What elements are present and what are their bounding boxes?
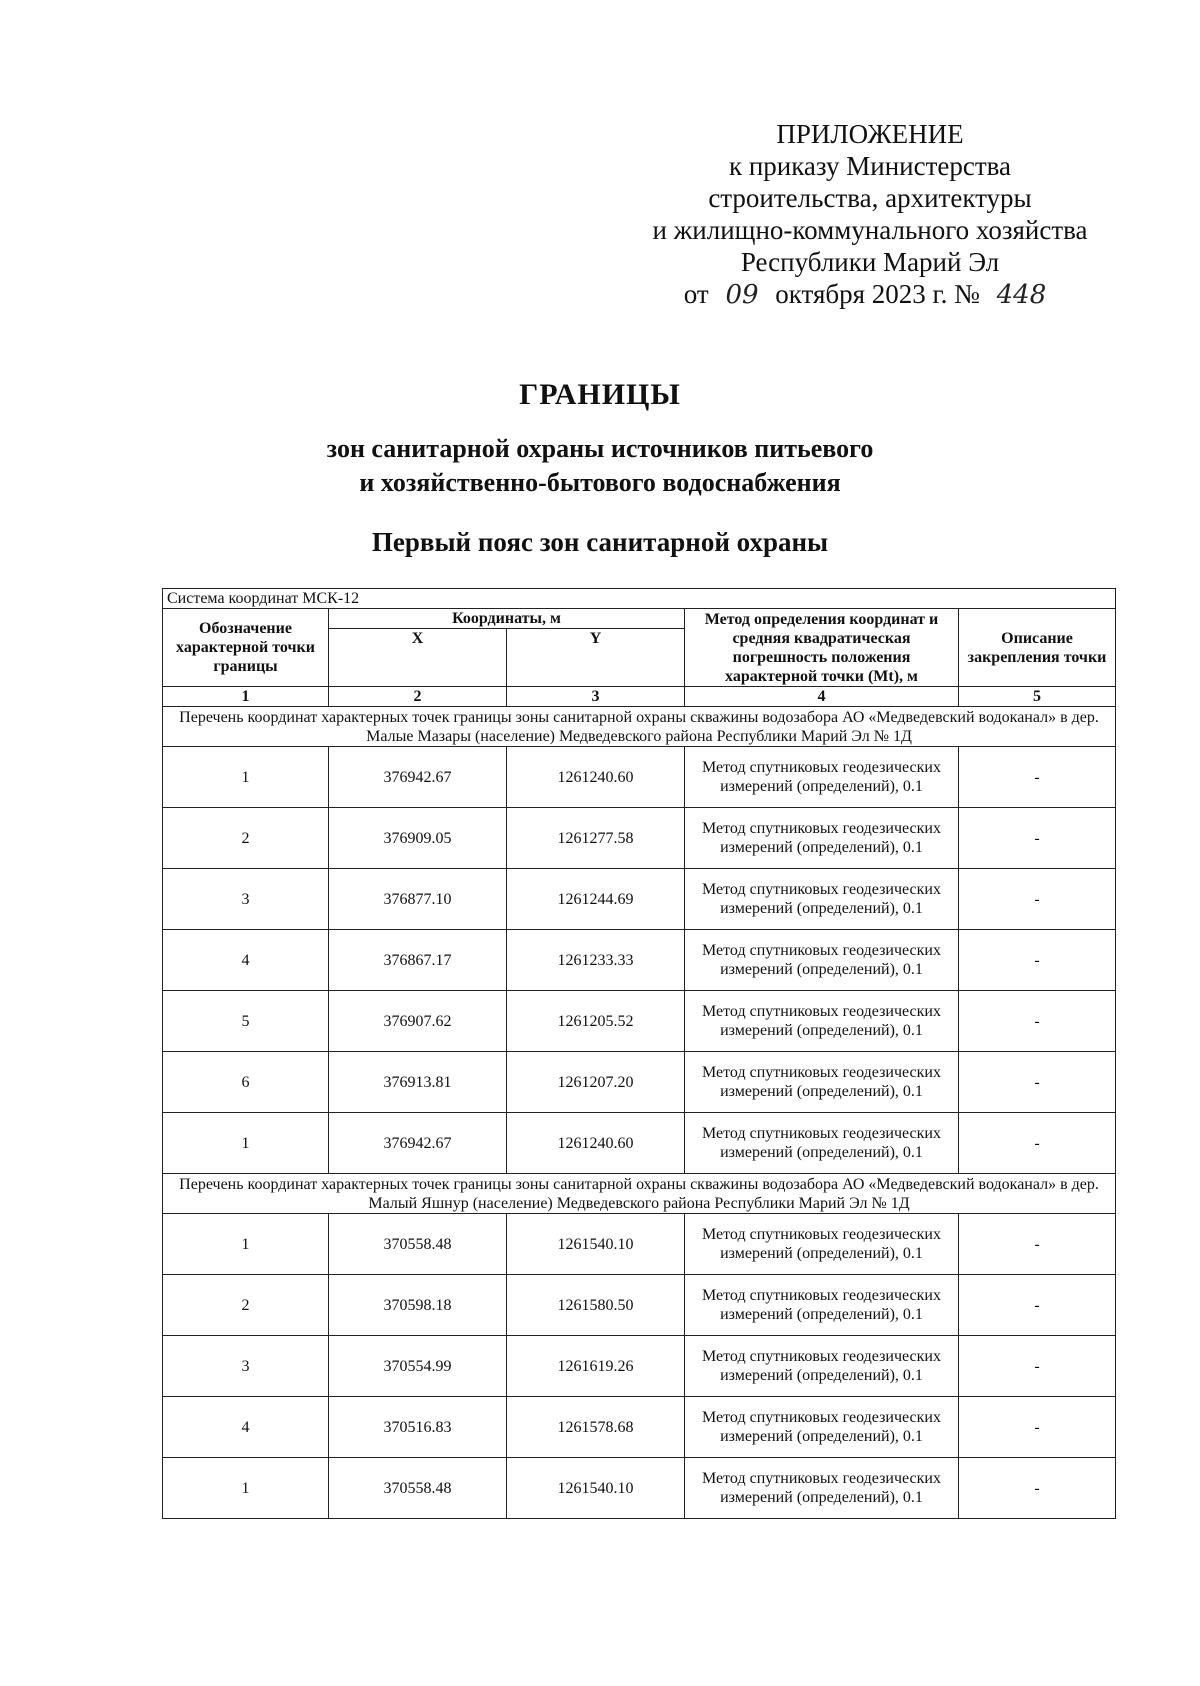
description-cell: -: [959, 1214, 1116, 1275]
y-coordinate-cell: 1261240.60: [507, 1113, 685, 1174]
x-coordinate-cell: 376942.67: [329, 1113, 507, 1174]
point-id-cell: 2: [163, 808, 329, 869]
appendix-line: Республики Марий Эл: [740, 247, 1000, 277]
header-point: Обозначение характерной точки границы: [163, 609, 329, 687]
x-coordinate-cell: 370558.48: [329, 1214, 507, 1275]
appendix-heading: ПРИЛОЖЕНИЕ: [776, 119, 964, 149]
point-id-cell: 4: [163, 1397, 329, 1458]
table-row: [163, 1458, 1116, 1519]
method-cell: Метод спутниковых геодезических измерений (определений), 0.1: [685, 1113, 959, 1174]
header-x: X: [329, 629, 507, 687]
description-cell: -: [959, 1336, 1116, 1397]
y-coordinate-cell: 1261578.68: [507, 1397, 685, 1458]
header-method: Метод определения координат и средняя квадратическая погрешность положения характерной точки (Mt), м: [685, 609, 959, 687]
handwritten-order-number: 448: [996, 280, 1047, 310]
document-subtitle: [0, 432, 1200, 500]
x-coordinate-cell: 370558.48: [329, 1458, 507, 1519]
date-prefix: от: [683, 279, 709, 309]
section-row: [163, 1174, 1116, 1214]
y-coordinate-cell: 1261580.50: [507, 1275, 685, 1336]
x-coordinate-cell: 370598.18: [329, 1275, 507, 1336]
header-coordinates: Координаты, м: [329, 609, 685, 629]
description-cell: -: [959, 808, 1116, 869]
x-coordinate-cell: 370516.83: [329, 1397, 507, 1458]
method-cell: Метод спутниковых геодезических измерений (определений), 0.1: [685, 1214, 959, 1275]
table-row: [163, 1336, 1116, 1397]
subtitle-line: и хозяйственно-бытового водоснабжения: [359, 468, 841, 497]
x-coordinate-cell: 376909.05: [329, 808, 507, 869]
y-coordinate-cell: 1261619.26: [507, 1336, 685, 1397]
y-coordinate-cell: 1261207.20: [507, 1052, 685, 1113]
description-cell: -: [959, 869, 1116, 930]
header-y: Y: [507, 629, 685, 687]
section-title: Перечень координат характерных точек границы зоны санитарной охраны скважины водозабора АО «Медведевский водоканал» в дер. Малые Мазары (население) Медведевского района Республики Марий Эл № 1Д: [163, 707, 1116, 747]
table-row: [163, 869, 1116, 930]
y-coordinate-cell: 1261540.10: [507, 1214, 685, 1275]
description-cell: -: [959, 1052, 1116, 1113]
description-cell: -: [959, 1113, 1116, 1174]
x-coordinate-cell: 376867.17: [329, 930, 507, 991]
subtitle-line: зон санитарной охраны источников питьевого: [326, 434, 874, 463]
header-description: Описание закрепления точки: [959, 609, 1116, 687]
coordinate-system: Система координат МСК-12: [163, 589, 1116, 609]
method-cell: Метод спутниковых геодезических измерений (определений), 0.1: [685, 991, 959, 1052]
method-cell: Метод спутниковых геодезических измерений (определений), 0.1: [685, 808, 959, 869]
description-cell: -: [959, 1397, 1116, 1458]
appendix-line: и жилищно-коммунального хозяйства: [652, 215, 1088, 245]
coordinates-table: [162, 588, 1116, 1519]
x-coordinate-cell: 376877.10: [329, 869, 507, 930]
method-cell: Метод спутниковых геодезических измерений (определений), 0.1: [685, 1336, 959, 1397]
y-coordinate-cell: 1261240.60: [507, 747, 685, 808]
appendix-line: к приказу Министерства: [728, 151, 1012, 181]
point-id-cell: 2: [163, 1275, 329, 1336]
table-row: [163, 1052, 1116, 1113]
y-coordinate-cell: 1261244.69: [507, 869, 685, 930]
x-coordinate-cell: 376942.67: [329, 747, 507, 808]
description-cell: -: [959, 930, 1116, 991]
point-id-cell: 3: [163, 869, 329, 930]
y-coordinate-cell: 1261205.52: [507, 991, 685, 1052]
method-cell: Метод спутниковых геодезических измерений (определений), 0.1: [685, 930, 959, 991]
point-id-cell: 1: [163, 1113, 329, 1174]
section-row: [163, 707, 1116, 747]
appendix-block: [600, 118, 1140, 311]
x-coordinate-cell: 370554.99: [329, 1336, 507, 1397]
point-id-cell: 5: [163, 991, 329, 1052]
method-cell: Метод спутниковых геодезических измерений (определений), 0.1: [685, 1397, 959, 1458]
belt-title: Первый пояс зон санитарной охраны: [371, 527, 829, 557]
table-row: [163, 1214, 1116, 1275]
description-cell: -: [959, 1275, 1116, 1336]
handwritten-day: 09: [725, 280, 759, 310]
point-id-cell: 6: [163, 1052, 329, 1113]
column-number: 4: [685, 687, 959, 707]
table-row: [163, 1113, 1116, 1174]
description-cell: -: [959, 1458, 1116, 1519]
method-cell: Метод спутниковых геодезических измерений (определений), 0.1: [685, 1275, 959, 1336]
column-number: 3: [507, 687, 685, 707]
table-row: [163, 747, 1116, 808]
document-title: ГРАНИЦЫ: [519, 378, 681, 411]
description-cell: -: [959, 991, 1116, 1052]
table-row: [163, 1397, 1116, 1458]
point-id-cell: 4: [163, 930, 329, 991]
method-cell: Метод спутниковых геодезических измерений (определений), 0.1: [685, 869, 959, 930]
method-cell: Метод спутниковых геодезических измерений (определений), 0.1: [685, 1052, 959, 1113]
y-coordinate-cell: 1261233.33: [507, 930, 685, 991]
method-cell: Метод спутниковых геодезических измерений (определений), 0.1: [685, 747, 959, 808]
y-coordinate-cell: 1261540.10: [507, 1458, 685, 1519]
method-cell: Метод спутниковых геодезических измерений (определений), 0.1: [685, 1458, 959, 1519]
y-coordinate-cell: 1261277.58: [507, 808, 685, 869]
point-id-cell: 1: [163, 1458, 329, 1519]
point-id-cell: 1: [163, 1214, 329, 1275]
point-id-cell: 3: [163, 1336, 329, 1397]
x-coordinate-cell: 376913.81: [329, 1052, 507, 1113]
point-id-cell: 1: [163, 747, 329, 808]
column-number: 2: [329, 687, 507, 707]
section-title: Перечень координат характерных точек границы зоны санитарной охраны скважины водозабора АО «Медведевский водоканал» в дер. Малый Яшнур (население) Медведевского района Республики Марий Эл № 1Д: [163, 1174, 1116, 1214]
column-number: 5: [959, 687, 1116, 707]
description-cell: -: [959, 747, 1116, 808]
table-row: [163, 930, 1116, 991]
date-rest: октября 2023 г. №: [775, 279, 980, 309]
table-row: [163, 1275, 1116, 1336]
column-number: 1: [163, 687, 329, 707]
appendix-line: строительства, архитектуры: [708, 183, 1032, 213]
table-row: [163, 991, 1116, 1052]
x-coordinate-cell: 376907.62: [329, 991, 507, 1052]
appendix-date-line: [600, 278, 1140, 311]
table-row: [163, 808, 1116, 869]
